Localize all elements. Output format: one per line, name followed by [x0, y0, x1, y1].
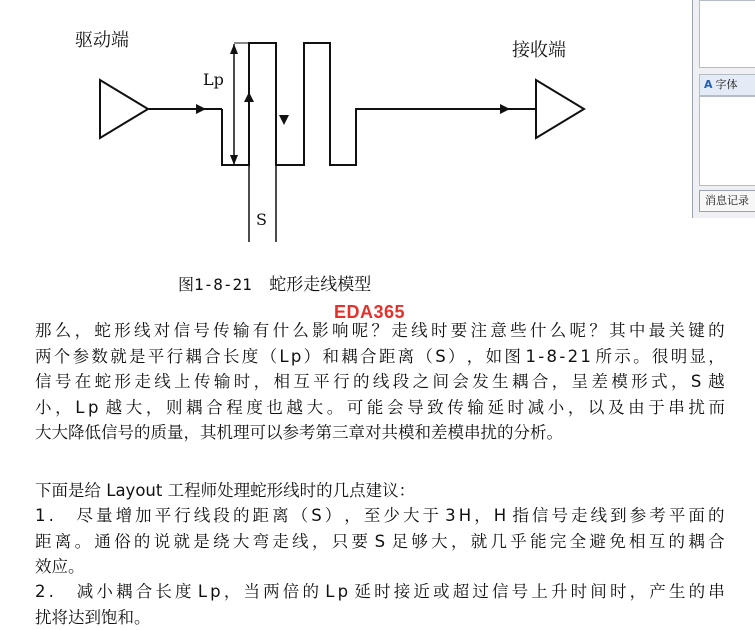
- paragraph-effects: [35, 318, 725, 446]
- s-label: S: [256, 210, 267, 229]
- font-toolbar[interactable]: [699, 74, 755, 96]
- receiver-label: 接收端: [512, 36, 566, 62]
- text-line: 效应。: [35, 554, 725, 580]
- text-line: 1 . 尽 量 增 加 平 行 线 段 的 距 离 （ S ） ， 至 少 大 于 3 H ， H 指 信 号 走 线 到 参 考 平 面 的: [35, 503, 725, 529]
- serpentine-arrow-up: [244, 92, 254, 102]
- caption-title: 蛇形走线模型: [269, 275, 371, 295]
- caption-number: 图1-8-21: [178, 275, 252, 294]
- lp-arrow-bottom: [230, 155, 238, 165]
- message-input-pane[interactable]: [699, 96, 755, 186]
- font-button-label: 字体: [716, 78, 738, 91]
- serpentine-figure: [0, 0, 698, 305]
- suggestion-2: [35, 579, 725, 630]
- message-display-pane[interactable]: [699, 0, 755, 68]
- lp-label: Lp: [203, 70, 224, 89]
- receiver-buffer-symbol: [536, 80, 584, 138]
- figure-caption: [178, 270, 371, 295]
- text-line: 两 个 参 数 就 是 平 行 耦 合 长 度 （ L p ） 和 耦 合 距 离 （ S ） ， 如 图 1 - 8 - 2 1 所 示 。 很 明 显 ，: [35, 344, 725, 370]
- lp-arrow-top: [230, 44, 238, 54]
- text-line: 信 号 在 蛇 形 走 线 上 传 输 时 ， 相 互 平 行 的 线 段 之 间 会 发 生 耦 合 ， 呈 差 模 形 式 ， S 越: [35, 369, 725, 395]
- text-line: 大大降低信号的质量，其机理可以参考第三章对共模和差模串扰的分析。: [35, 420, 725, 446]
- text-line: 扰将达到饱和。: [35, 605, 725, 630]
- eda365-watermark: EDA365: [334, 302, 405, 323]
- text-line: 距 离 。 通 俗 的 说 就 是 绕 大 弯 走 线 ， 只 要 S 足 够 大 ， 就 几 乎 能 完 全 避 免 相 互 的 耦 合: [35, 529, 725, 555]
- suggestion-1: [35, 503, 725, 580]
- text-line: 小 ， L p 越 大 ， 则 耦 合 程 度 也 越 大 。 可 能 会 导 致 传 输 延 时 减 小 ， 以 及 由 于 串 扰 而: [35, 395, 725, 421]
- driver-label: 驱动端: [75, 26, 129, 52]
- output-arrow: [500, 104, 510, 114]
- text-line: 那 么 ， 蛇 形 线 对 信 号 传 输 有 什 么 影 响 呢 ？ 走 线 时 要 注 意 些 什 么 呢 ？ 其 中 最 关 键 的: [35, 318, 725, 344]
- text-line: 下面是给 Layout 工程师处理蛇形线时的几点建议：: [35, 478, 725, 504]
- font-icon[interactable]: A: [704, 78, 713, 91]
- chat-window-fragment: [692, 0, 755, 218]
- paragraph-suggestions-intro: [35, 478, 725, 504]
- driver-buffer-symbol: [100, 80, 148, 138]
- serpentine-trace: [222, 43, 536, 165]
- text-line: 2 . 减 小 耦 合 长 度 L p ， 当 两 倍 的 L p 延 时 接 近 或 超 过 信 号 上 升 时 间 时 ， 产 生 的 串: [35, 579, 725, 605]
- serpentine-arrow-down: [279, 115, 289, 125]
- message-history-button[interactable]: 消息记录: [699, 190, 755, 212]
- input-arrow: [196, 104, 206, 114]
